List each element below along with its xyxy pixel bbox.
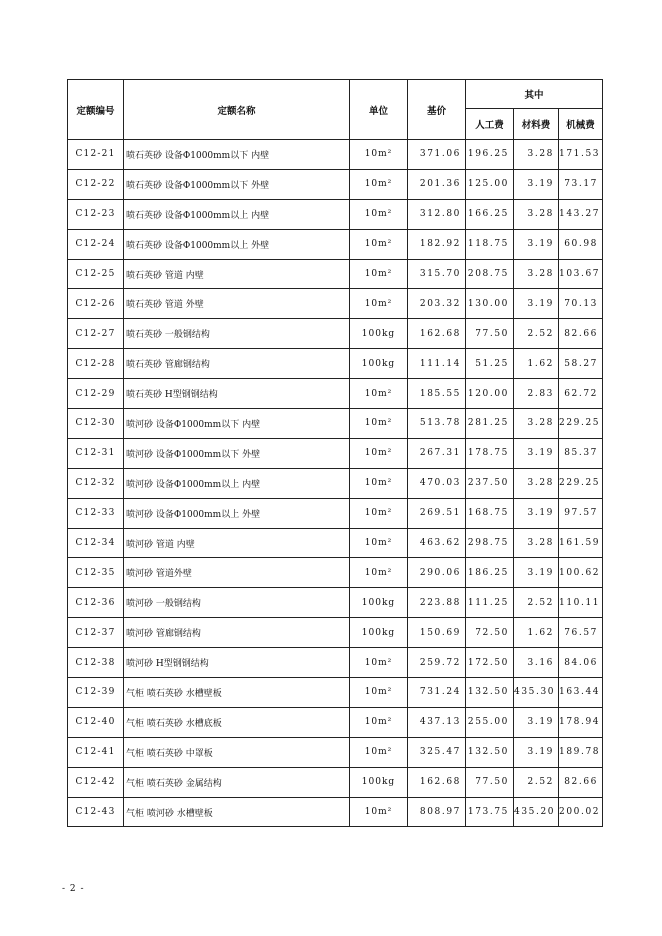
row-material-cost: 3.19 xyxy=(514,498,559,528)
row-labor-cost: 51.25 xyxy=(466,349,514,379)
row-machine-cost: 189.78 xyxy=(559,737,603,767)
table-row xyxy=(68,229,603,259)
table-row xyxy=(68,289,603,319)
row-machine-cost: 84.06 xyxy=(559,648,603,678)
row-unit: 100kg xyxy=(350,618,408,648)
row-base-price: 470.03 xyxy=(408,468,466,498)
row-base-price: 111.14 xyxy=(408,349,466,379)
row-material-cost: 3.28 xyxy=(514,468,559,498)
row-labor-cost: 281.25 xyxy=(466,409,514,439)
table-row xyxy=(68,169,603,199)
row-code: C12-28 xyxy=(68,349,124,379)
row-name: 喷河砂 设备Φ1000mm以上 外壁 xyxy=(124,498,350,528)
row-code: C12-34 xyxy=(68,528,124,558)
row-labor-cost: 196.25 xyxy=(466,140,514,170)
row-base-price: 223.88 xyxy=(408,588,466,618)
row-base-price: 315.70 xyxy=(408,259,466,289)
row-machine-cost: 62.72 xyxy=(559,379,603,409)
row-name: 喷石英砂 管廊钢结构 xyxy=(124,349,350,379)
row-unit: 10m² xyxy=(350,379,408,409)
row-code: C12-35 xyxy=(68,558,124,588)
header-base-price: 基价 xyxy=(408,80,466,140)
row-labor-cost: 77.50 xyxy=(466,767,514,797)
row-code: C12-38 xyxy=(68,648,124,678)
table-row xyxy=(68,409,603,439)
row-code: C12-32 xyxy=(68,468,124,498)
row-name: 喷河砂 设备Φ1000mm以上 内壁 xyxy=(124,468,350,498)
row-base-price: 269.51 xyxy=(408,498,466,528)
row-name: 气柜 喷石英砂 水槽壁板 xyxy=(124,678,350,708)
row-machine-cost: 73.17 xyxy=(559,169,603,199)
row-name: 喷石英砂 一般钢结构 xyxy=(124,319,350,349)
row-machine-cost: 178.94 xyxy=(559,707,603,737)
row-unit: 10m² xyxy=(350,409,408,439)
row-material-cost: 3.16 xyxy=(514,648,559,678)
row-machine-cost: 82.66 xyxy=(559,767,603,797)
row-material-cost: 3.28 xyxy=(514,409,559,439)
header-code: 定额编号 xyxy=(68,80,124,140)
row-material-cost: 2.52 xyxy=(514,319,559,349)
row-labor-cost: 72.50 xyxy=(466,618,514,648)
header-breakdown-group: 其中 xyxy=(466,80,603,109)
row-labor-cost: 77.50 xyxy=(466,319,514,349)
row-name: 气柜 喷河砂 水槽壁板 xyxy=(124,797,350,827)
row-code: C12-42 xyxy=(68,767,124,797)
table-row xyxy=(68,438,603,468)
row-name: 喷河砂 H型钢钢结构 xyxy=(124,648,350,678)
page-number: - 2 - xyxy=(62,884,85,894)
row-base-price: 162.68 xyxy=(408,319,466,349)
row-unit: 10m² xyxy=(350,229,408,259)
row-machine-cost: 97.57 xyxy=(559,498,603,528)
row-base-price: 513.78 xyxy=(408,409,466,439)
row-machine-cost: 85.37 xyxy=(559,438,603,468)
row-base-price: 203.32 xyxy=(408,289,466,319)
row-code: C12-26 xyxy=(68,289,124,319)
row-name: 喷石英砂 管道 外壁 xyxy=(124,289,350,319)
row-name: 气柜 喷石英砂 金属结构 xyxy=(124,767,350,797)
row-machine-cost: 229.25 xyxy=(559,409,603,439)
row-unit: 10m² xyxy=(350,528,408,558)
table-row xyxy=(68,797,603,827)
table-row xyxy=(68,558,603,588)
row-labor-cost: 132.50 xyxy=(466,737,514,767)
row-machine-cost: 229.25 xyxy=(559,468,603,498)
row-name: 喷河砂 设备Φ1000mm以下 外壁 xyxy=(124,438,350,468)
row-material-cost: 3.19 xyxy=(514,229,559,259)
row-name: 气柜 喷石英砂 中罩板 xyxy=(124,737,350,767)
row-labor-cost: 237.50 xyxy=(466,468,514,498)
table-row xyxy=(68,259,603,289)
row-material-cost: 3.28 xyxy=(514,259,559,289)
row-material-cost: 1.62 xyxy=(514,618,559,648)
row-labor-cost: 120.00 xyxy=(466,379,514,409)
row-material-cost: 3.28 xyxy=(514,528,559,558)
row-base-price: 182.92 xyxy=(408,229,466,259)
table-row xyxy=(68,140,603,170)
row-base-price: 731.24 xyxy=(408,678,466,708)
table-row xyxy=(68,707,603,737)
row-code: C12-36 xyxy=(68,588,124,618)
table-row xyxy=(68,618,603,648)
row-machine-cost: 171.53 xyxy=(559,140,603,170)
row-base-price: 290.06 xyxy=(408,558,466,588)
row-unit: 10m² xyxy=(350,199,408,229)
row-unit: 10m² xyxy=(350,558,408,588)
row-material-cost: 2.83 xyxy=(514,379,559,409)
row-labor-cost: 298.75 xyxy=(466,528,514,558)
row-labor-cost: 118.75 xyxy=(466,229,514,259)
row-unit: 10m² xyxy=(350,707,408,737)
row-name: 喷河砂 管道 内壁 xyxy=(124,528,350,558)
row-base-price: 463.62 xyxy=(408,528,466,558)
row-labor-cost: 186.25 xyxy=(466,558,514,588)
row-material-cost: 3.19 xyxy=(514,558,559,588)
table-row xyxy=(68,468,603,498)
row-base-price: 325.47 xyxy=(408,737,466,767)
table-row xyxy=(68,648,603,678)
row-material-cost: 3.28 xyxy=(514,199,559,229)
row-labor-cost: 172.50 xyxy=(466,648,514,678)
row-machine-cost: 200.02 xyxy=(559,797,603,827)
table-row xyxy=(68,588,603,618)
row-name: 喷河砂 一般钢结构 xyxy=(124,588,350,618)
row-name: 气柜 喷石英砂 水槽底板 xyxy=(124,707,350,737)
row-code: C12-23 xyxy=(68,199,124,229)
row-unit: 10m² xyxy=(350,140,408,170)
row-material-cost: 3.19 xyxy=(514,737,559,767)
table-row xyxy=(68,379,603,409)
table-row xyxy=(68,199,603,229)
header-labor-cost: 人工费 xyxy=(466,109,514,140)
row-code: C12-39 xyxy=(68,678,124,708)
row-machine-cost: 161.59 xyxy=(559,528,603,558)
row-labor-cost: 168.75 xyxy=(466,498,514,528)
row-unit: 10m² xyxy=(350,289,408,319)
row-code: C12-27 xyxy=(68,319,124,349)
header-name: 定额名称 xyxy=(124,80,350,140)
quota-table xyxy=(67,79,603,827)
row-machine-cost: 143.27 xyxy=(559,199,603,229)
row-material-cost: 435.20 xyxy=(514,797,559,827)
row-code: C12-37 xyxy=(68,618,124,648)
row-name: 喷河砂 设备Φ1000mm以下 内壁 xyxy=(124,409,350,439)
row-machine-cost: 70.13 xyxy=(559,289,603,319)
row-code: C12-41 xyxy=(68,737,124,767)
row-code: C12-21 xyxy=(68,140,124,170)
table-row xyxy=(68,678,603,708)
row-name: 喷石英砂 设备Φ1000mm以上 内壁 xyxy=(124,199,350,229)
row-unit: 10m² xyxy=(350,498,408,528)
table-row xyxy=(68,767,603,797)
row-base-price: 162.68 xyxy=(408,767,466,797)
row-name: 喷河砂 管廊钢结构 xyxy=(124,618,350,648)
row-code: C12-43 xyxy=(68,797,124,827)
header-material-cost: 材料费 xyxy=(514,109,559,140)
row-labor-cost: 173.75 xyxy=(466,797,514,827)
row-machine-cost: 163.44 xyxy=(559,678,603,708)
row-machine-cost: 103.67 xyxy=(559,259,603,289)
header-machine-cost: 机械费 xyxy=(559,109,603,140)
row-labor-cost: 208.75 xyxy=(466,259,514,289)
row-name: 喷石英砂 H型钢钢结构 xyxy=(124,379,350,409)
row-name: 喷石英砂 设备Φ1000mm以上 外壁 xyxy=(124,229,350,259)
row-unit: 10m² xyxy=(350,259,408,289)
row-unit: 100kg xyxy=(350,319,408,349)
table-row xyxy=(68,349,603,379)
row-base-price: 312.80 xyxy=(408,199,466,229)
row-unit: 10m² xyxy=(350,737,408,767)
row-material-cost: 2.52 xyxy=(514,588,559,618)
row-base-price: 267.31 xyxy=(408,438,466,468)
row-name: 喷石英砂 设备Φ1000mm以下 外壁 xyxy=(124,169,350,199)
row-unit: 10m² xyxy=(350,169,408,199)
header-unit: 单位 xyxy=(350,80,408,140)
table-row xyxy=(68,319,603,349)
row-base-price: 371.06 xyxy=(408,140,466,170)
row-base-price: 808.97 xyxy=(408,797,466,827)
row-base-price: 259.72 xyxy=(408,648,466,678)
row-code: C12-25 xyxy=(68,259,124,289)
row-material-cost: 3.19 xyxy=(514,438,559,468)
row-unit: 10m² xyxy=(350,438,408,468)
row-labor-cost: 125.00 xyxy=(466,169,514,199)
row-unit: 10m² xyxy=(350,678,408,708)
row-unit: 10m² xyxy=(350,648,408,678)
row-labor-cost: 130.00 xyxy=(466,289,514,319)
row-material-cost: 1.62 xyxy=(514,349,559,379)
row-base-price: 437.13 xyxy=(408,707,466,737)
row-material-cost: 3.19 xyxy=(514,289,559,319)
row-unit: 100kg xyxy=(350,767,408,797)
row-labor-cost: 132.50 xyxy=(466,678,514,708)
table-row xyxy=(68,737,603,767)
row-base-price: 150.69 xyxy=(408,618,466,648)
row-unit: 10m² xyxy=(350,468,408,498)
table-body xyxy=(68,140,603,827)
row-name: 喷石英砂 设备Φ1000mm以下 内壁 xyxy=(124,140,350,170)
row-machine-cost: 100.62 xyxy=(559,558,603,588)
row-unit: 100kg xyxy=(350,349,408,379)
row-machine-cost: 82.66 xyxy=(559,319,603,349)
row-machine-cost: 76.57 xyxy=(559,618,603,648)
row-material-cost: 435.30 xyxy=(514,678,559,708)
row-code: C12-24 xyxy=(68,229,124,259)
row-material-cost: 2.52 xyxy=(514,767,559,797)
row-code: C12-40 xyxy=(68,707,124,737)
row-name: 喷河砂 管道外壁 xyxy=(124,558,350,588)
row-unit: 100kg xyxy=(350,588,408,618)
table-row xyxy=(68,528,603,558)
row-material-cost: 3.28 xyxy=(514,140,559,170)
row-machine-cost: 58.27 xyxy=(559,349,603,379)
row-labor-cost: 255.00 xyxy=(466,707,514,737)
row-labor-cost: 111.25 xyxy=(466,588,514,618)
row-code: C12-29 xyxy=(68,379,124,409)
row-code: C12-22 xyxy=(68,169,124,199)
table-row xyxy=(68,498,603,528)
row-labor-cost: 166.25 xyxy=(466,199,514,229)
row-code: C12-33 xyxy=(68,498,124,528)
row-machine-cost: 110.11 xyxy=(559,588,603,618)
row-material-cost: 3.19 xyxy=(514,169,559,199)
row-unit: 10m² xyxy=(350,797,408,827)
header-row-top xyxy=(68,80,603,109)
row-base-price: 201.36 xyxy=(408,169,466,199)
row-code: C12-30 xyxy=(68,409,124,439)
row-machine-cost: 60.98 xyxy=(559,229,603,259)
row-code: C12-31 xyxy=(68,438,124,468)
row-material-cost: 3.19 xyxy=(514,707,559,737)
row-base-price: 185.55 xyxy=(408,379,466,409)
row-labor-cost: 178.75 xyxy=(466,438,514,468)
row-name: 喷石英砂 管道 内壁 xyxy=(124,259,350,289)
